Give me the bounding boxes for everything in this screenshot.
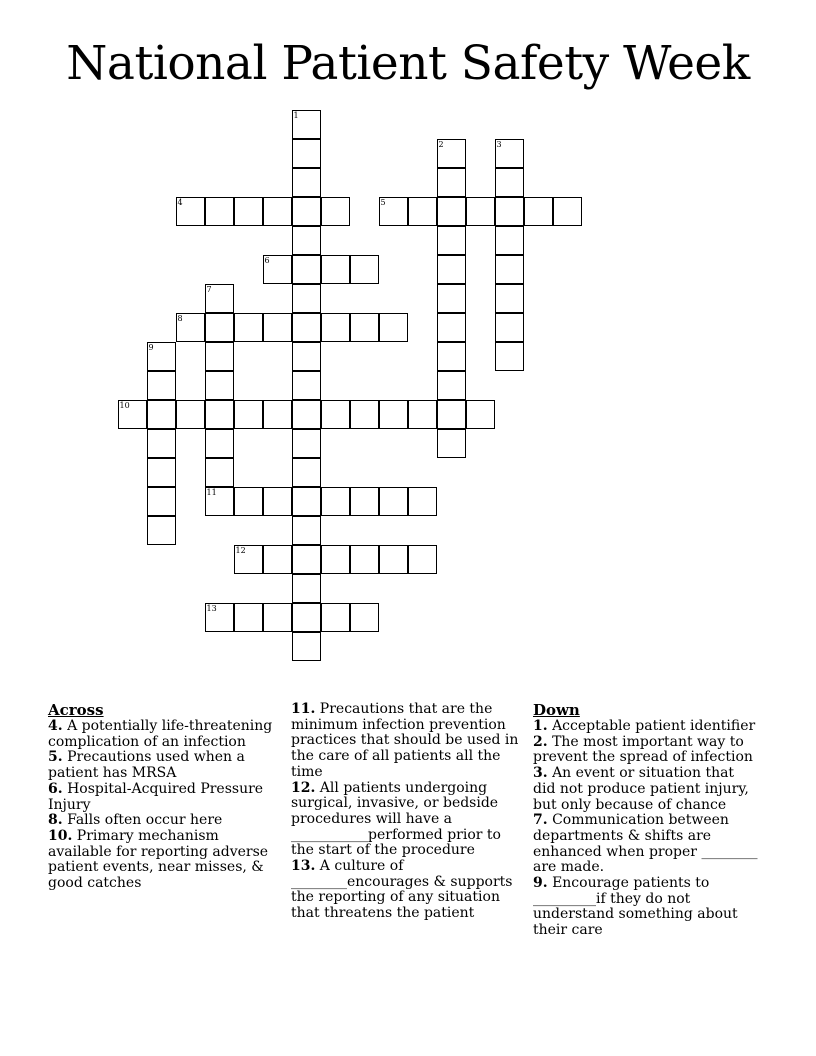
grid-cell[interactable] <box>350 400 379 429</box>
grid-cell[interactable] <box>234 313 263 342</box>
grid-cell[interactable] <box>205 603 234 632</box>
grid-cell[interactable] <box>379 545 408 574</box>
clue-across-5 <box>48 750 278 781</box>
clue-text: Primary mechanism available for reporting adverse patient events, near misses, & good catches <box>48 827 269 892</box>
clue-text: A potentially life-threatening complication of an infection <box>48 718 273 750</box>
grid-cell[interactable] <box>437 400 466 429</box>
grid-cell[interactable] <box>495 342 524 371</box>
clue-across-6 <box>48 782 278 813</box>
grid-cell[interactable] <box>466 400 495 429</box>
grid-cell[interactable] <box>437 255 466 284</box>
clue-number: 6. <box>48 780 63 797</box>
page-title: National Patient Safety Week <box>66 36 750 91</box>
clue-number: 3. <box>533 765 548 782</box>
grid-cell[interactable] <box>292 400 321 429</box>
grid-cell[interactable] <box>292 371 321 400</box>
grid-cell[interactable] <box>321 603 350 632</box>
clue-number: 11. <box>291 701 316 717</box>
grid-cell[interactable] <box>437 313 466 342</box>
grid-cell[interactable] <box>263 313 292 342</box>
clue-number: 4. <box>48 718 63 734</box>
cell-number: 2 <box>438 139 444 149</box>
clue-text: A culture of ________encourages & supports the reporting of any situation that threatens the patient <box>291 858 513 922</box>
grid-cell[interactable] <box>292 284 321 313</box>
grid-cell[interactable] <box>437 342 466 371</box>
grid-cell[interactable] <box>263 197 292 226</box>
clue-down-3 <box>533 766 759 813</box>
clue-down-1 <box>533 719 759 735</box>
grid-cell[interactable] <box>263 545 292 574</box>
grid-cell[interactable] <box>292 487 321 516</box>
grid-cell[interactable] <box>495 284 524 313</box>
grid-cell[interactable] <box>321 400 350 429</box>
grid-cell[interactable] <box>292 458 321 487</box>
down-clue-list <box>533 719 759 939</box>
clue-text: Acceptable patient identifier <box>547 718 756 734</box>
cell-number: 12 <box>235 545 246 555</box>
down-heading: Down <box>533 701 580 719</box>
grid-cell[interactable] <box>292 110 321 139</box>
clue-text: The most important way to prevent the spread of infection <box>533 733 753 766</box>
grid-cell[interactable] <box>408 487 437 516</box>
cell-number: 5 <box>380 197 386 207</box>
grid-cell[interactable] <box>408 400 437 429</box>
clue-across-13 <box>291 859 527 922</box>
clue-across-8 <box>48 813 278 829</box>
grid-cell[interactable] <box>379 400 408 429</box>
grid-cell[interactable] <box>408 545 437 574</box>
grid-cell[interactable] <box>205 429 234 458</box>
grid-cell[interactable] <box>205 400 234 429</box>
grid-cell[interactable] <box>263 255 292 284</box>
grid-cell[interactable] <box>437 371 466 400</box>
grid-cell[interactable] <box>234 197 263 226</box>
grid-cell[interactable] <box>437 284 466 313</box>
clue-number: 2. <box>533 733 548 750</box>
grid-cell[interactable] <box>147 400 176 429</box>
grid-cell[interactable] <box>292 197 321 226</box>
across-heading: Across <box>48 701 104 719</box>
cell-number: 9 <box>148 342 154 352</box>
grid-cell[interactable] <box>524 197 553 226</box>
grid-cell[interactable] <box>495 226 524 255</box>
grid-cell[interactable] <box>321 255 350 284</box>
clue-number: 10. <box>48 827 73 844</box>
grid-cell[interactable] <box>234 603 263 632</box>
cell-number: 1 <box>293 110 299 120</box>
cell-number: 3 <box>496 139 502 149</box>
grid-cell[interactable] <box>147 458 176 487</box>
grid-cell[interactable] <box>321 545 350 574</box>
grid-cell[interactable] <box>292 545 321 574</box>
grid-cell[interactable] <box>147 371 176 400</box>
clue-down-2 <box>533 735 759 766</box>
clue-text: Communication between departments & shifts are enhanced when proper ________ are made. <box>533 812 758 876</box>
grid-cell[interactable] <box>234 400 263 429</box>
grid-cell[interactable] <box>205 284 234 313</box>
grid-cell[interactable] <box>147 516 176 545</box>
grid-cell[interactable] <box>292 226 321 255</box>
grid-cell[interactable] <box>495 139 524 168</box>
clue-across-4 <box>48 719 278 750</box>
clue-text: Encourage patients to _________if they do not understand something about their care <box>533 875 738 939</box>
grid-cell[interactable] <box>147 342 176 371</box>
grid-cell[interactable] <box>292 574 321 603</box>
grid-cell[interactable] <box>176 313 205 342</box>
grid-cell[interactable] <box>292 313 321 342</box>
grid-cell[interactable] <box>263 603 292 632</box>
clue-text: All patients undergoing surgical, invasive, or bedside procedures will have a ___________performed prior to the start of the procedure <box>291 779 501 859</box>
clue-text: Hospital-Acquired Pressure Injury <box>48 780 264 813</box>
clue-number: 12. <box>291 779 316 796</box>
grid-cell[interactable] <box>292 603 321 632</box>
grid-cell[interactable] <box>205 342 234 371</box>
down-clues-column <box>533 702 759 939</box>
grid-cell[interactable] <box>292 168 321 197</box>
grid-cell[interactable] <box>292 516 321 545</box>
cell-number: 13 <box>206 603 217 613</box>
grid-cell[interactable] <box>234 545 263 574</box>
grid-cell[interactable] <box>176 197 205 226</box>
grid-cell[interactable] <box>118 400 147 429</box>
clue-number: 5. <box>48 749 63 766</box>
grid-cell[interactable] <box>321 197 350 226</box>
grid-cell[interactable] <box>292 342 321 371</box>
grid-cell[interactable] <box>263 487 292 516</box>
grid-cell[interactable] <box>466 197 495 226</box>
clue-number: 1. <box>533 718 548 734</box>
grid-cell[interactable] <box>495 197 524 226</box>
clue-number: 9. <box>533 875 548 892</box>
cell-number: 6 <box>264 255 270 265</box>
grid-cell[interactable] <box>176 400 205 429</box>
grid-cell[interactable] <box>292 632 321 661</box>
grid-cell[interactable] <box>379 313 408 342</box>
clue-across-11 <box>291 702 527 781</box>
grid-cell[interactable] <box>350 313 379 342</box>
across-clue-list <box>48 719 278 892</box>
clue-text: Precautions that are the minimum infection prevention practices that should be used in the care of all patients all the time <box>291 701 519 780</box>
grid-cell[interactable] <box>379 487 408 516</box>
cell-number: 10 <box>119 400 130 410</box>
grid-cell[interactable] <box>350 487 379 516</box>
grid-cell[interactable] <box>234 487 263 516</box>
grid-cell[interactable] <box>263 400 292 429</box>
grid-cell[interactable] <box>437 429 466 458</box>
grid-cell[interactable] <box>553 197 582 226</box>
grid-cell[interactable] <box>437 197 466 226</box>
grid-cell[interactable] <box>147 429 176 458</box>
clue-across-10 <box>48 829 278 892</box>
grid-cell[interactable] <box>437 226 466 255</box>
grid-cell[interactable] <box>379 197 408 226</box>
clue-across-12 <box>291 781 527 860</box>
grid-cell[interactable] <box>437 168 466 197</box>
grid-cell[interactable] <box>292 139 321 168</box>
grid-cell[interactable] <box>205 371 234 400</box>
grid-cell[interactable] <box>205 197 234 226</box>
grid-cell[interactable] <box>495 313 524 342</box>
cell-number: 8 <box>177 313 183 323</box>
clue-number: 7. <box>533 812 548 829</box>
across-clues-column <box>48 702 278 892</box>
clue-text: An event or situation that did not produce patient injury, but only because of chance <box>533 765 749 813</box>
grid-cell[interactable] <box>205 487 234 516</box>
grid-cell[interactable] <box>437 139 466 168</box>
grid-cell[interactable] <box>292 429 321 458</box>
clue-text: Falls often occur here <box>62 812 223 829</box>
cell-number: 7 <box>206 284 212 294</box>
grid-cell[interactable] <box>321 487 350 516</box>
grid-cell[interactable] <box>408 197 437 226</box>
grid-cell[interactable] <box>350 255 379 284</box>
clue-down-7 <box>533 813 759 876</box>
grid-cell[interactable] <box>205 313 234 342</box>
clue-number: 8. <box>48 812 63 829</box>
across-clues-continued <box>291 702 527 922</box>
clue-text: Precautions used when a patient has MRSA <box>48 749 245 782</box>
grid-cell[interactable] <box>205 458 234 487</box>
grid-cell[interactable] <box>495 255 524 284</box>
clue-number: 13. <box>291 858 316 875</box>
grid-cell[interactable] <box>292 255 321 284</box>
cell-number: 4 <box>177 197 183 207</box>
grid-cell[interactable] <box>350 603 379 632</box>
cell-number: 11 <box>206 487 217 497</box>
grid-cell[interactable] <box>147 487 176 516</box>
clue-down-9 <box>533 876 759 939</box>
grid-cell[interactable] <box>321 313 350 342</box>
grid-cell[interactable] <box>350 545 379 574</box>
grid-cell[interactable] <box>495 168 524 197</box>
